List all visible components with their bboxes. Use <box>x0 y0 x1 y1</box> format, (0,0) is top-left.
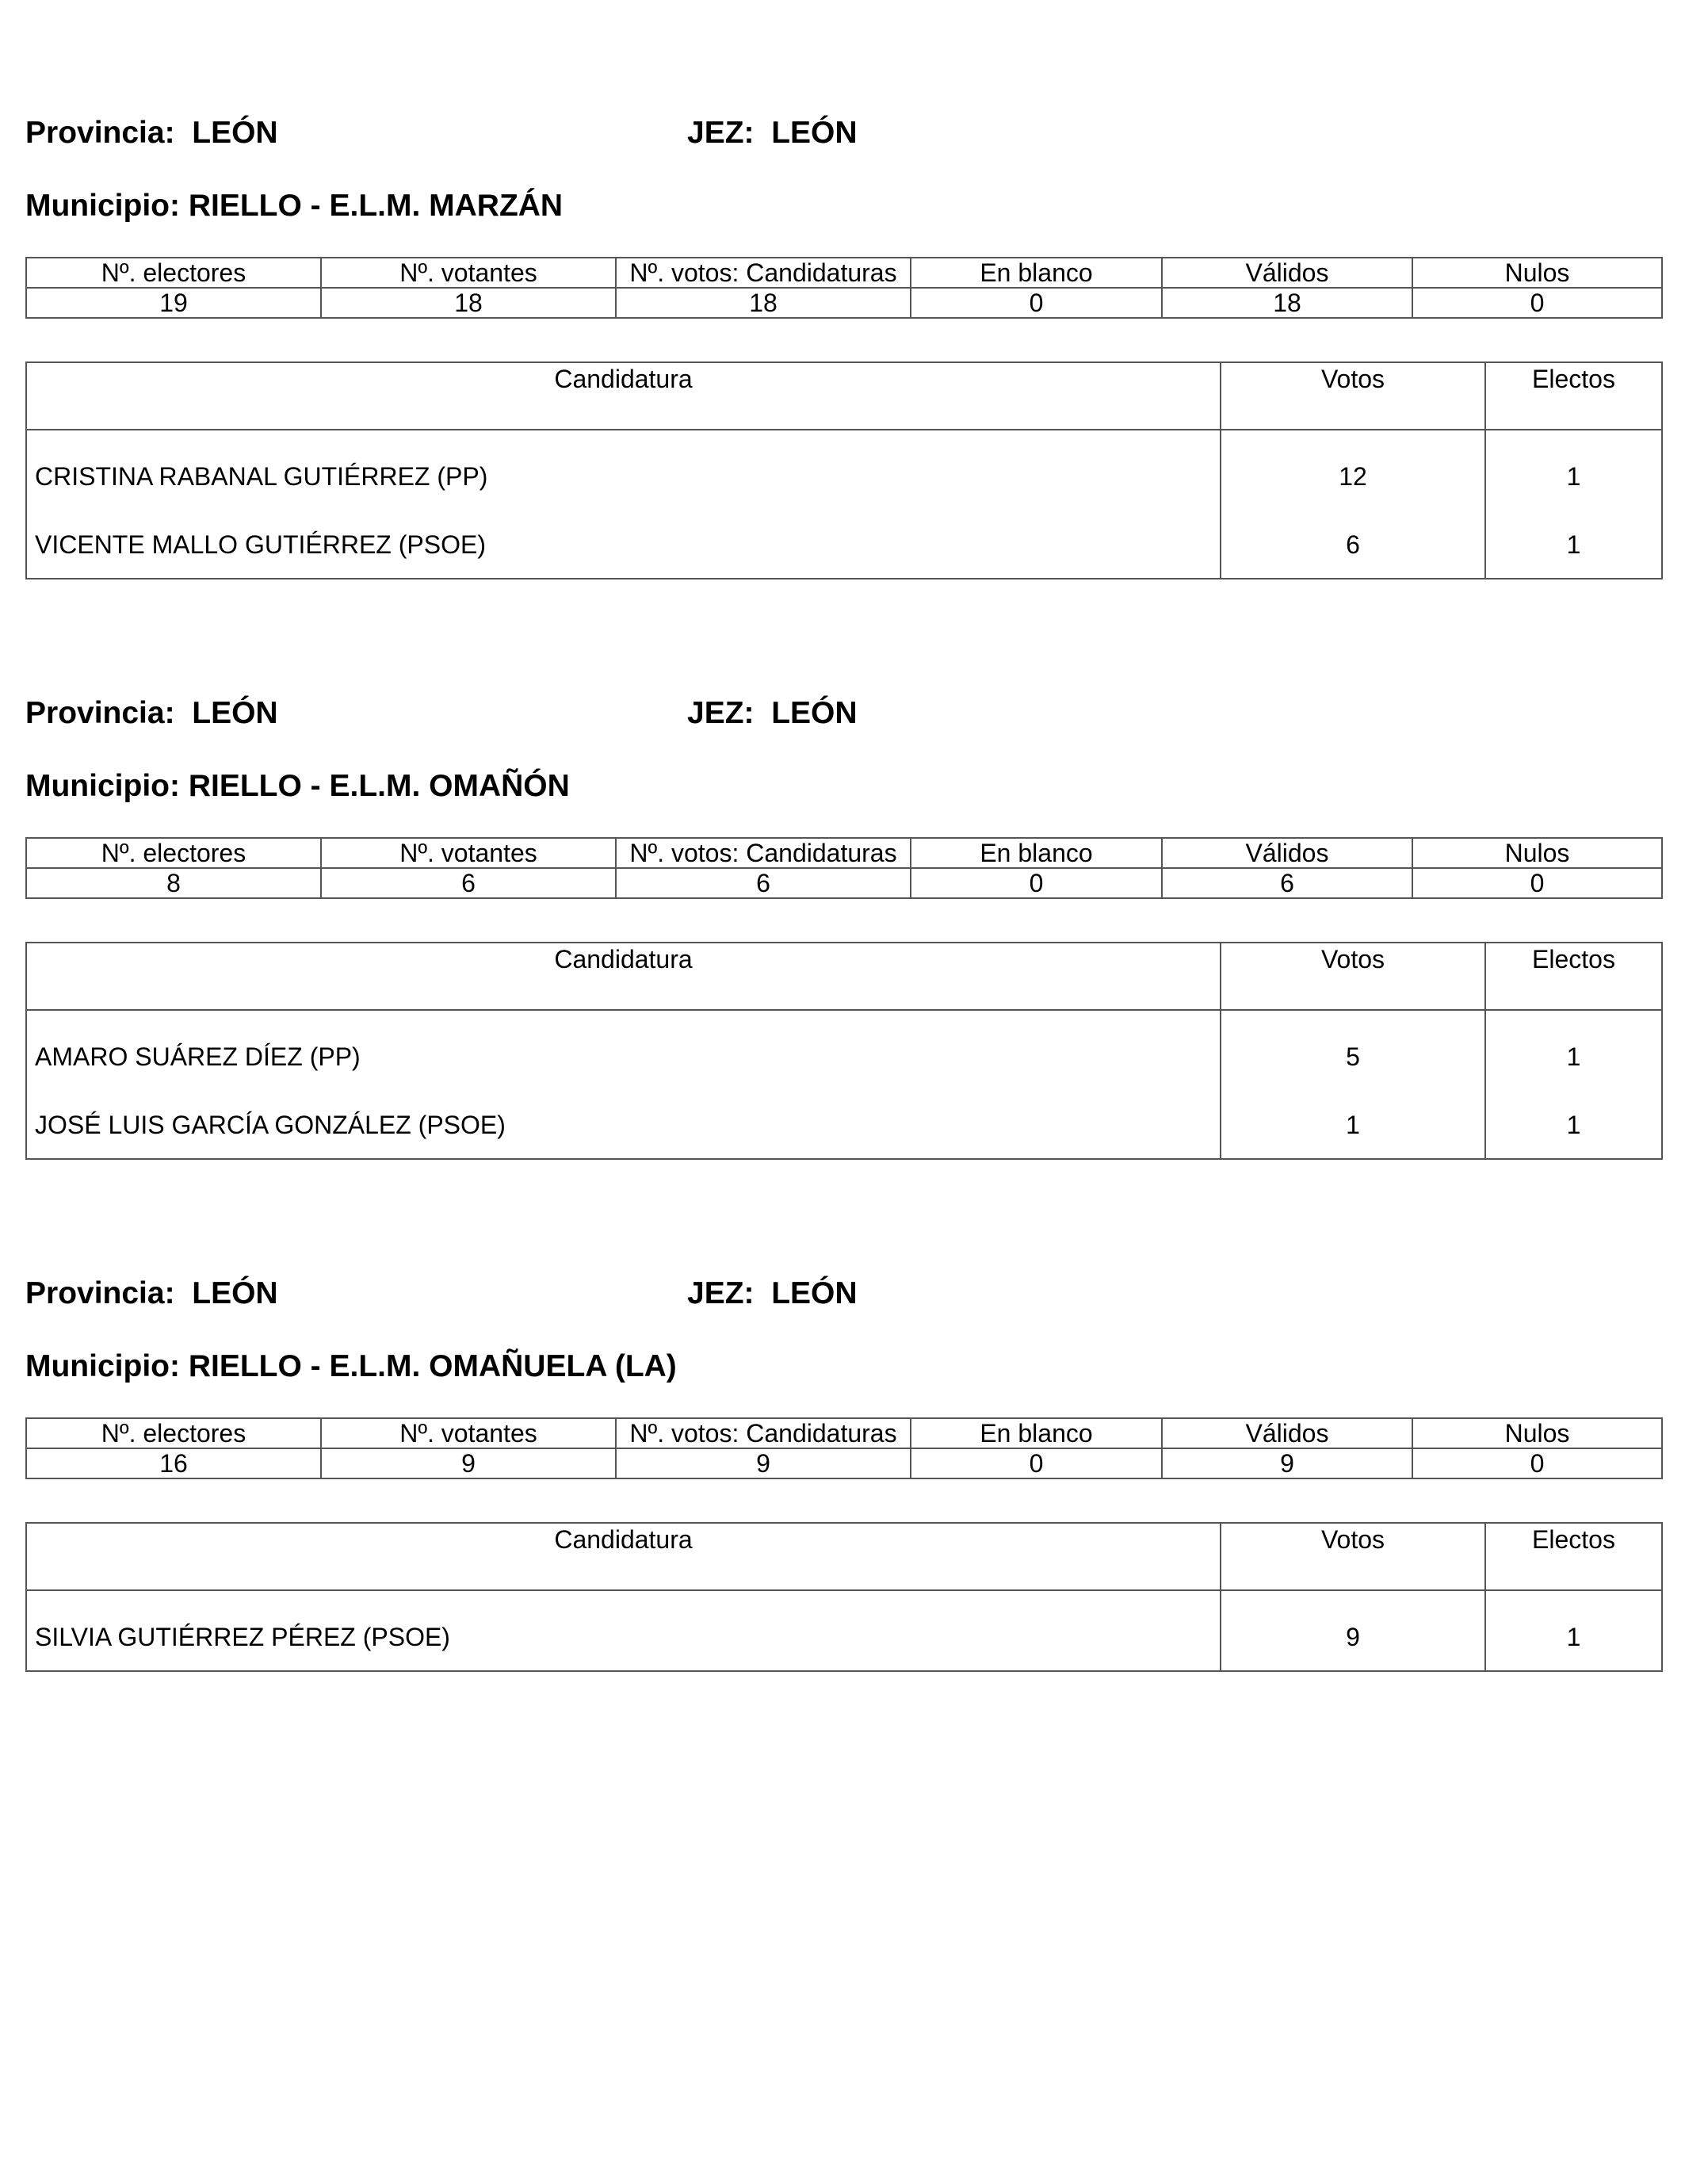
jez-line <box>687 1276 858 1316</box>
stats-value: 0 <box>1412 868 1662 898</box>
candidate-votos: 1 <box>1221 1091 1485 1159</box>
candidate-electos: 1 <box>1485 1010 1662 1091</box>
provincia-line <box>25 1276 278 1316</box>
municipio-label: Municipio: <box>25 1349 180 1383</box>
stats-value: 6 <box>616 868 911 898</box>
stats-header: Nº. electores <box>26 258 321 288</box>
stats-value: 18 <box>321 288 616 318</box>
candidate-votos: 12 <box>1221 430 1485 511</box>
provincia-value: LEÓN <box>192 696 278 730</box>
stats-header: En blanco <box>911 838 1162 868</box>
stats-value: 0 <box>911 868 1162 898</box>
stats-value: 0 <box>1412 1448 1662 1478</box>
jez-label: JEZ: <box>687 696 755 730</box>
candidate-row <box>26 1091 1662 1159</box>
stats-value: 0 <box>911 1448 1162 1478</box>
stats-header: Nº. votos: Candidaturas <box>616 258 911 288</box>
municipio-value: RIELLO - E.L.M. OMAÑUELA (LA) <box>188 1349 677 1383</box>
municipio-value: RIELLO - E.L.M. MARZÁN <box>188 189 564 223</box>
candidate-row <box>26 1010 1662 1091</box>
stats-header: En blanco <box>911 258 1162 288</box>
electos-header: Electos <box>1485 943 1662 1010</box>
stats-header: Válidos <box>1162 838 1412 868</box>
stats-header: Nº. votantes <box>321 1418 616 1448</box>
stats-value: 19 <box>26 288 321 318</box>
candidate-row <box>26 511 1662 579</box>
municipio-label: Municipio: <box>25 189 180 223</box>
candidate-electos: 1 <box>1485 430 1662 511</box>
municipio-line <box>25 189 563 224</box>
candidates-table <box>25 1522 1663 1672</box>
stats-table <box>25 1417 1663 1479</box>
jez-label: JEZ: <box>687 1276 755 1310</box>
electos-header: Electos <box>1485 1523 1662 1590</box>
jez-value: LEÓN <box>771 1276 858 1310</box>
stats-value: 18 <box>616 288 911 318</box>
stats-value: 8 <box>26 868 321 898</box>
stats-header: Nº. electores <box>26 838 321 868</box>
candidate-name: VICENTE MALLO GUTIÉRREZ (PSOE) <box>26 511 1221 579</box>
candidate-votos: 9 <box>1221 1590 1485 1671</box>
provincia-value: LEÓN <box>192 116 278 150</box>
stats-value: 9 <box>616 1448 911 1478</box>
municipio-line <box>25 1349 677 1384</box>
candidates-header-row <box>26 362 1662 430</box>
provincia-line <box>25 696 278 736</box>
stats-value: 16 <box>26 1448 321 1478</box>
candidate-name: AMARO SUÁREZ DÍEZ (PP) <box>26 1010 1221 1091</box>
municipio-label: Municipio: <box>25 769 180 803</box>
stats-header-row <box>26 1418 1662 1448</box>
stats-header: Nulos <box>1412 1418 1662 1448</box>
provincia-value: LEÓN <box>192 1276 278 1310</box>
stats-value-row <box>26 868 1662 898</box>
stats-table <box>25 257 1663 319</box>
stats-value-row <box>26 1448 1662 1478</box>
stats-value: 6 <box>1162 868 1412 898</box>
stats-header: Nº. electores <box>26 1418 321 1448</box>
candidates-header-row <box>26 943 1662 1010</box>
stats-header-row <box>26 258 1662 288</box>
jez-line <box>687 696 858 736</box>
votos-header: Votos <box>1221 943 1485 1010</box>
stats-header: Nº. votantes <box>321 838 616 868</box>
stats-value: 9 <box>321 1448 616 1478</box>
stats-header: Válidos <box>1162 258 1412 288</box>
candidatura-header: Candidatura <box>26 362 1221 430</box>
stats-header: En blanco <box>911 1418 1162 1448</box>
stats-value: 9 <box>1162 1448 1412 1478</box>
stats-value: 18 <box>1162 288 1412 318</box>
candidates-table <box>25 361 1663 579</box>
candidates-table <box>25 942 1663 1160</box>
candidatura-header: Candidatura <box>26 943 1221 1010</box>
stats-header: Nº. votantes <box>321 258 616 288</box>
candidate-name: JOSÉ LUIS GARCÍA GONZÁLEZ (PSOE) <box>26 1091 1221 1159</box>
jez-value: LEÓN <box>771 696 858 730</box>
provincia-line <box>25 116 278 155</box>
stats-header: Válidos <box>1162 1418 1412 1448</box>
municipio-value: RIELLO - E.L.M. OMAÑÓN <box>188 769 570 803</box>
candidate-votos: 5 <box>1221 1010 1485 1091</box>
candidate-name: SILVIA GUTIÉRREZ PÉREZ (PSOE) <box>26 1590 1221 1671</box>
stats-header: Nulos <box>1412 258 1662 288</box>
municipio-line <box>25 769 570 804</box>
votos-header: Votos <box>1221 1523 1485 1590</box>
jez-label: JEZ: <box>687 116 755 150</box>
stats-value: 0 <box>1412 288 1662 318</box>
stats-header: Nulos <box>1412 838 1662 868</box>
stats-header: Nº. votos: Candidaturas <box>616 1418 911 1448</box>
stats-value: 0 <box>911 288 1162 318</box>
electos-header: Electos <box>1485 362 1662 430</box>
votos-header: Votos <box>1221 362 1485 430</box>
stats-header-row <box>26 838 1662 868</box>
stats-value-row <box>26 288 1662 318</box>
jez-value: LEÓN <box>771 116 858 150</box>
candidate-row <box>26 1590 1662 1671</box>
jez-line <box>687 116 858 155</box>
provincia-label: Provincia: <box>25 696 175 730</box>
candidate-votos: 6 <box>1221 511 1485 579</box>
candidate-electos: 1 <box>1485 1590 1662 1671</box>
stats-header: Nº. votos: Candidaturas <box>616 838 911 868</box>
provincia-label: Provincia: <box>25 116 175 150</box>
candidate-electos: 1 <box>1485 1091 1662 1159</box>
candidate-electos: 1 <box>1485 511 1662 579</box>
candidates-header-row <box>26 1523 1662 1590</box>
provincia-label: Provincia: <box>25 1276 175 1310</box>
candidatura-header: Candidatura <box>26 1523 1221 1590</box>
stats-table <box>25 837 1663 899</box>
candidate-row <box>26 430 1662 511</box>
candidate-name: CRISTINA RABANAL GUTIÉRREZ (PP) <box>26 430 1221 511</box>
stats-value: 6 <box>321 868 616 898</box>
